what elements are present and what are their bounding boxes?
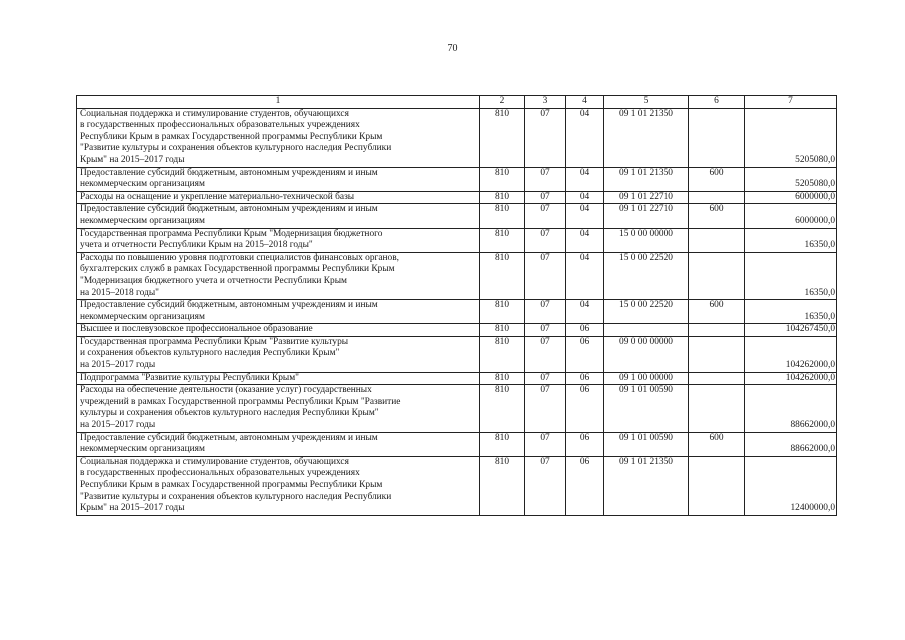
- cell-name: Расходы на оснащение и укрепление материально-технической базы: [77, 191, 480, 204]
- cell-ministry: 810: [480, 167, 525, 191]
- cell-section: 07: [525, 432, 566, 456]
- table-row: [77, 204, 837, 228]
- cell-amount: 16350,0: [745, 300, 837, 324]
- cell-ministry: 810: [480, 228, 525, 252]
- cell-target: 09 1 01 00590: [604, 385, 689, 432]
- table-row: [77, 108, 837, 167]
- cell-section: 07: [525, 300, 566, 324]
- cell-name: Государственная программа Республики Крым "Модернизация бюджетного учета и отчетности Республики Крым на 2015–2018 годы": [77, 228, 480, 252]
- cell-subsection: 06: [566, 372, 604, 385]
- cell-subsection: 04: [566, 228, 604, 252]
- cell-target: 09 1 01 22710: [604, 191, 689, 204]
- cell-subsection: 06: [566, 385, 604, 432]
- cell-subsection: 06: [566, 324, 604, 337]
- table-row: [77, 167, 837, 191]
- header-col-2: 2: [480, 96, 525, 109]
- cell-ministry: 810: [480, 108, 525, 167]
- header-col-1: 1: [77, 96, 480, 109]
- cell-ministry: 810: [480, 432, 525, 456]
- cell-expense: [689, 228, 745, 252]
- table-row: [77, 300, 837, 324]
- cell-amount: 16350,0: [745, 252, 837, 299]
- cell-subsection: 06: [566, 336, 604, 372]
- cell-subsection: 06: [566, 456, 604, 515]
- cell-subsection: 06: [566, 432, 604, 456]
- cell-target: 15 0 00 00000: [604, 228, 689, 252]
- cell-section: 07: [525, 108, 566, 167]
- page-number: 70: [447, 43, 458, 54]
- cell-amount: 16350,0: [745, 228, 837, 252]
- cell-subsection: 04: [566, 204, 604, 228]
- table-row: [77, 372, 837, 385]
- cell-name: Предоставление субсидий бюджетным, автономным учреждениям и иным некоммерческим организациям: [77, 167, 480, 191]
- cell-target: 09 1 01 21350: [604, 167, 689, 191]
- cell-section: 07: [525, 191, 566, 204]
- cell-section: 07: [525, 385, 566, 432]
- cell-name: Социальная поддержка и стимулирование студентов, обучающихся в государственных профессиональных образовательных учреждениях Республики Крым в рамках Государственной программы Республики Крым "Развитие культуры и сохранения объектов культурного наследия Республики Крым" на 2015–2017 годы: [77, 456, 480, 515]
- cell-target: 09 1 01 00590: [604, 432, 689, 456]
- cell-ministry: 810: [480, 191, 525, 204]
- cell-section: 07: [525, 336, 566, 372]
- cell-amount: 12400000,0: [745, 456, 837, 515]
- cell-target: 15 0 00 22520: [604, 300, 689, 324]
- cell-expense: [689, 191, 745, 204]
- table-row: [77, 432, 837, 456]
- cell-ministry: 810: [480, 385, 525, 432]
- cell-subsection: 04: [566, 167, 604, 191]
- cell-expense: 600: [689, 167, 745, 191]
- cell-ministry: 810: [480, 324, 525, 337]
- table-row: [77, 324, 837, 337]
- cell-expense: [689, 456, 745, 515]
- cell-name: Расходы по повышению уровня подготовки специалистов финансовых органов, бухгалтерских служб в рамках Государственной программы Республики Крым "Модернизация бюджетного учета и отчетности Республики Крым на 2015–2018 годы": [77, 252, 480, 299]
- cell-expense: [689, 372, 745, 385]
- cell-amount: 104267450,0: [745, 324, 837, 337]
- table-row: [77, 336, 837, 372]
- cell-target: 15 0 00 22520: [604, 252, 689, 299]
- cell-expense: 600: [689, 204, 745, 228]
- cell-amount: 6000000,0: [745, 191, 837, 204]
- cell-section: 07: [525, 372, 566, 385]
- table-header-row: [77, 96, 837, 109]
- cell-name: Государственная программа Республики Крым "Развитие культуры и сохранения объектов культурного наследия Республики Крым" на 2015–2017 годы: [77, 336, 480, 372]
- table-row: [77, 252, 837, 299]
- cell-name: Высшее и послевузовское профессиональное образование: [77, 324, 480, 337]
- header-col-4: 4: [566, 96, 604, 109]
- cell-name: Расходы на обеспечение деятельности (оказание услуг) государственных учреждений в рамках Государственной программы Республики Крым "Развитие культуры и сохранения объектов культурного наследия Республики Крым" на 2015–2017 годы: [77, 385, 480, 432]
- cell-expense: 600: [689, 300, 745, 324]
- header-col-6: 6: [689, 96, 745, 109]
- budget-table: [76, 95, 837, 516]
- header-col-7: 7: [745, 96, 837, 109]
- cell-target: 09 0 00 00000: [604, 336, 689, 372]
- cell-amount: 5205080,0: [745, 167, 837, 191]
- cell-ministry: 810: [480, 204, 525, 228]
- cell-target: 09 1 00 00000: [604, 372, 689, 385]
- table-row: [77, 385, 837, 432]
- cell-expense: 600: [689, 432, 745, 456]
- cell-amount: 104262000,0: [745, 336, 837, 372]
- cell-target: [604, 324, 689, 337]
- cell-section: 07: [525, 456, 566, 515]
- cell-expense: [689, 252, 745, 299]
- cell-name: Социальная поддержка и стимулирование студентов, обучающихся в государственных профессиональных образовательных учреждениях Республики Крым в рамках Государственной программы Республики Крым "Развитие культуры и сохранения объектов культурного наследия Республики Крым" на 2015–2017 годы: [77, 108, 480, 167]
- cell-subsection: 04: [566, 252, 604, 299]
- cell-section: 07: [525, 204, 566, 228]
- cell-expense: [689, 108, 745, 167]
- cell-target: 09 1 01 21350: [604, 456, 689, 515]
- cell-subsection: 04: [566, 300, 604, 324]
- cell-ministry: 810: [480, 372, 525, 385]
- cell-target: 09 1 01 21350: [604, 108, 689, 167]
- cell-ministry: 810: [480, 456, 525, 515]
- cell-target: 09 1 01 22710: [604, 204, 689, 228]
- cell-ministry: 810: [480, 300, 525, 324]
- cell-amount: 104262000,0: [745, 372, 837, 385]
- cell-subsection: 04: [566, 108, 604, 167]
- cell-amount: 88662000,0: [745, 432, 837, 456]
- cell-expense: [689, 385, 745, 432]
- cell-name: Подпрограмма "Развитие культуры Республики Крым": [77, 372, 480, 385]
- cell-name: Предоставление субсидий бюджетным, автономным учреждениям и иным некоммерческим организациям: [77, 432, 480, 456]
- cell-section: 07: [525, 228, 566, 252]
- cell-subsection: 04: [566, 191, 604, 204]
- cell-section: 07: [525, 252, 566, 299]
- cell-name: Предоставление субсидий бюджетным, автономным учреждениям и иным некоммерческим организациям: [77, 204, 480, 228]
- cell-amount: 88662000,0: [745, 385, 837, 432]
- cell-ministry: 810: [480, 252, 525, 299]
- cell-section: 07: [525, 324, 566, 337]
- table-row: [77, 456, 837, 515]
- cell-expense: [689, 324, 745, 337]
- header-col-3: 3: [525, 96, 566, 109]
- cell-amount: 6000000,0: [745, 204, 837, 228]
- cell-name: Предоставление субсидий бюджетным, автономным учреждениям и иным некоммерческим организациям: [77, 300, 480, 324]
- table-row: [77, 228, 837, 252]
- table-row: [77, 191, 837, 204]
- cell-amount: 5205080,0: [745, 108, 837, 167]
- cell-expense: [689, 336, 745, 372]
- header-col-5: 5: [604, 96, 689, 109]
- cell-section: 07: [525, 167, 566, 191]
- cell-ministry: 810: [480, 336, 525, 372]
